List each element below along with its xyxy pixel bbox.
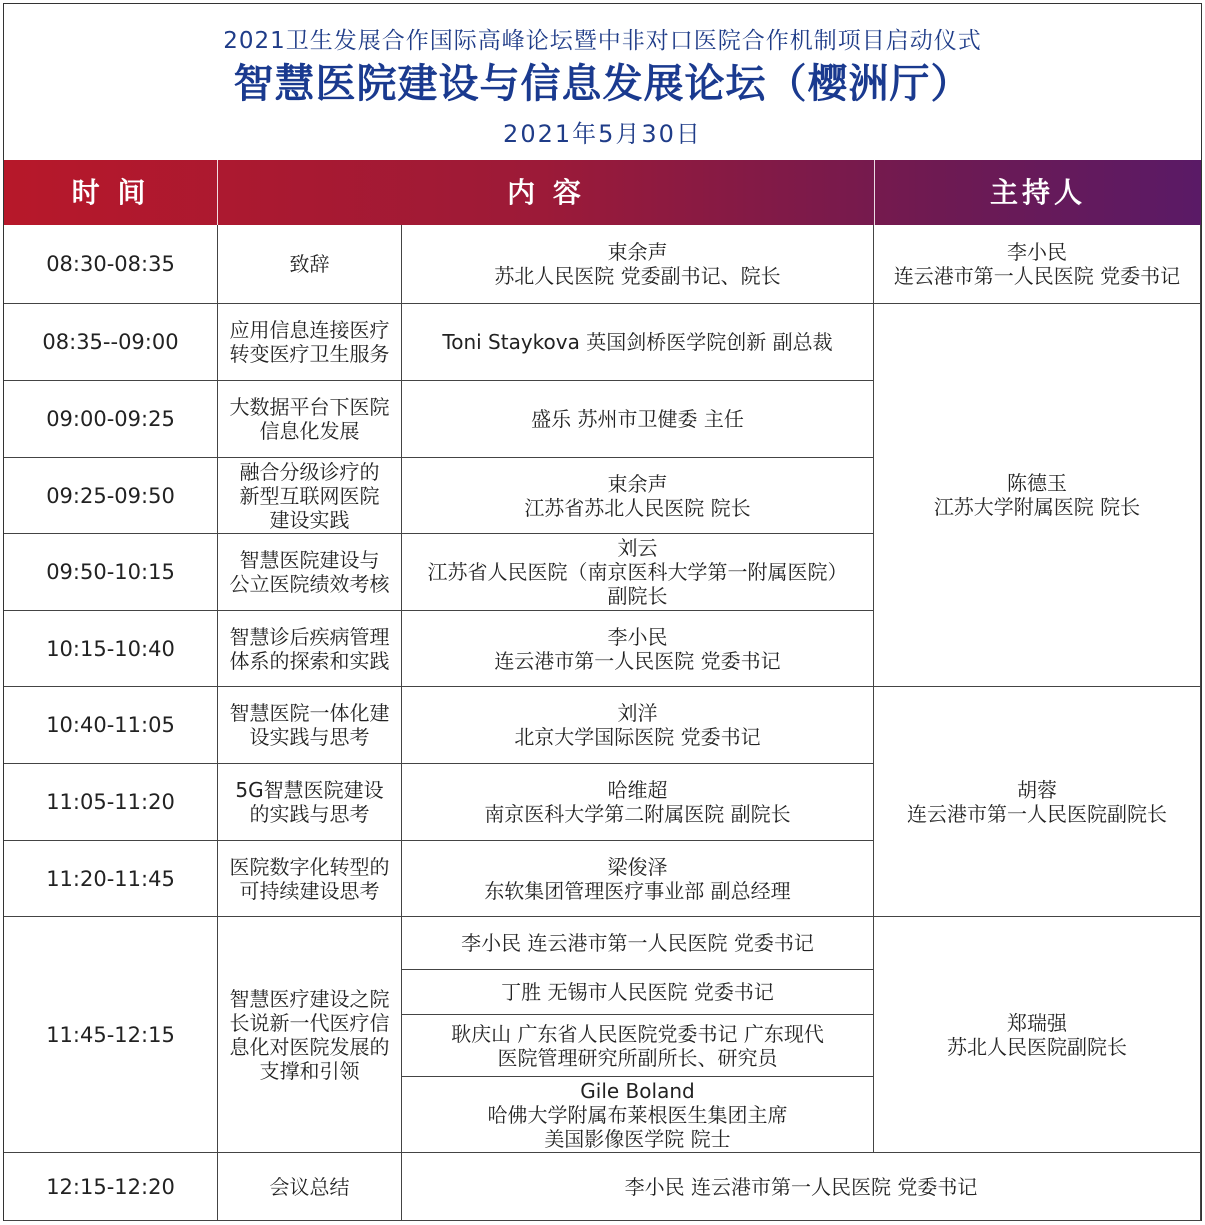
speaker-info <box>402 841 874 917</box>
speaker-info <box>402 381 874 458</box>
speaker-info <box>402 970 874 1015</box>
speaker-info-line: 李小民 <box>607 624 668 649</box>
session-topic-line: 智慧医疗建设之院 <box>229 986 390 1011</box>
speaker-info-line: 刘洋 <box>617 701 658 725</box>
speaker-info <box>402 225 874 304</box>
session-topic-line: 可持续建设思考 <box>239 878 380 903</box>
speaker-info <box>402 534 874 611</box>
speaker-info-line: 李小民 连云港市第一人民医院 党委书记 <box>624 1174 978 1199</box>
session-topic-line: 公立医院绩效考核 <box>229 572 390 596</box>
session-topic <box>218 841 402 917</box>
session-topic-line: 智慧医院建设与 <box>239 548 380 572</box>
session-topic-line: 智慧诊后疾病管理 <box>229 624 390 649</box>
speaker-info-line: 医院管理研究所副所长、研究员 <box>497 1045 778 1070</box>
session-topic-line: 建设实践 <box>269 507 350 532</box>
agenda-page <box>3 3 1202 1221</box>
forum-title: 智慧医院建设与信息发展论坛（樱洲厅） <box>233 61 972 107</box>
speaker-info-line: 连云港市第一人民医院 党委书记 <box>494 648 781 673</box>
session-topic-line: 体系的探索和实践 <box>229 648 390 673</box>
speaker-info-line: 束余声 <box>607 240 668 264</box>
speaker-info-line: 美国影像医学院 院士 <box>544 1126 731 1151</box>
speaker-info-line: 盛乐 苏州市卫健委 主任 <box>531 407 744 431</box>
session-topic-line: 融合分级诊疗的 <box>239 459 380 484</box>
session-topic-line: 息化对医院发展的 <box>229 1034 390 1059</box>
speaker-info-line: 束余声 <box>607 471 668 496</box>
time-slot: 09:50-10:15 <box>4 534 218 611</box>
session-topic-line: 智慧医院一体化建 <box>229 701 390 725</box>
column-header-content: 内 容 <box>507 176 585 209</box>
column-header-time: 时 间 <box>71 176 150 209</box>
time-slot: 10:40-11:05 <box>4 687 218 764</box>
host-info <box>874 917 1201 1153</box>
host-info-line: 江苏大学附属医院 院长 <box>933 495 1141 519</box>
session-topic <box>218 764 402 841</box>
host-info-line: 苏北人民医院副院长 <box>947 1034 1127 1059</box>
speaker-info-line: 苏北人民医院 党委副书记、院长 <box>494 264 781 288</box>
speaker-info-line: 梁俊泽 <box>607 854 668 879</box>
speaker-info-line: 李小民 连云港市第一人民医院 党委书记 <box>461 931 814 955</box>
time-slot: 12:15-12:20 <box>4 1153 218 1221</box>
session-topic <box>218 687 402 764</box>
agenda-header <box>4 4 1201 160</box>
session-topic <box>218 304 402 381</box>
time-slot: 09:00-09:25 <box>4 381 218 458</box>
time-slot: 11:45-12:15 <box>4 917 218 1153</box>
speaker-info-line: 哈维超 <box>607 778 668 802</box>
speaker-info <box>402 1153 1201 1221</box>
event-subtitle: 2021卫生发展合作国际高峰论坛暨中非对口医院合作机制项目启动仪式 <box>223 28 982 54</box>
time-slot: 08:30-08:35 <box>4 225 218 304</box>
speaker-info-line: 副院长 <box>607 584 668 608</box>
session-topic-line: 新型互联网医院 <box>239 483 380 508</box>
session-topic-line: 应用信息连接医疗 <box>229 318 390 342</box>
speaker-info-line: 江苏省苏北人民医院 院长 <box>524 495 751 520</box>
time-slot: 08:35--09:00 <box>4 304 218 381</box>
forum-date: 2021年5月30日 <box>503 120 702 148</box>
session-topic-line: 转变医疗卫生服务 <box>229 342 390 366</box>
column-header-host: 主持人 <box>989 176 1086 209</box>
speaker-info <box>402 458 874 534</box>
host-info <box>874 687 1201 917</box>
speaker-info <box>402 1015 874 1077</box>
session-topic-line: 长说新一代医疗信 <box>229 1010 390 1035</box>
host-info-line: 连云港市第一人民医院 党委书记 <box>893 264 1181 288</box>
time-slot: 09:25-09:50 <box>4 458 218 534</box>
session-topic <box>218 917 402 1153</box>
speaker-info-line: Gile Boland <box>580 1078 695 1103</box>
speaker-info-line: Toni Staykova 英国剑桥医学院创新 副总裁 <box>442 330 833 354</box>
session-topic-line: 的实践与思考 <box>249 802 370 826</box>
host-info-line: 陈德玉 <box>1007 471 1067 495</box>
session-topic-line: 致辞 <box>289 252 330 276</box>
host-info-line: 连云港市第一人民医院副院长 <box>907 801 1167 826</box>
speaker-info <box>402 1077 874 1153</box>
host-info <box>874 304 1201 687</box>
speaker-info <box>402 764 874 841</box>
speaker-info-line: 丁胜 无锡市人民医院 党委书记 <box>501 980 774 1004</box>
speaker-info <box>402 687 874 764</box>
session-topic <box>218 458 402 534</box>
session-topic-line: 信息化发展 <box>259 419 360 443</box>
session-topic-line: 5G智慧医院建设 <box>235 778 384 802</box>
speaker-info <box>402 917 874 970</box>
speaker-info-line: 耿庆山 广东省人民医院党委书记 广东现代 <box>451 1021 824 1046</box>
time-slot: 11:20-11:45 <box>4 841 218 917</box>
host-info-line: 胡蓉 <box>1017 777 1057 802</box>
host-info-line: 李小民 <box>1007 240 1067 264</box>
speaker-info-line: 北京大学国际医院 党委书记 <box>514 725 761 749</box>
speaker-info <box>402 611 874 687</box>
speaker-info-line: 刘云 <box>617 536 658 560</box>
speaker-info-line: 东软集团管理医疗事业部 副总经理 <box>484 878 791 903</box>
host-info <box>874 225 1201 304</box>
session-topic <box>218 611 402 687</box>
speaker-info <box>402 304 874 381</box>
host-info-line: 郑瑞强 <box>1007 1010 1067 1035</box>
time-slot: 10:15-10:40 <box>4 611 218 687</box>
session-topic <box>218 381 402 458</box>
session-topic-line: 会议总结 <box>269 1174 350 1199</box>
session-topic-line: 医院数字化转型的 <box>229 854 390 879</box>
session-topic-line: 支撑和引领 <box>259 1058 360 1083</box>
speaker-info-line: 江苏省人民医院（南京医科大学第一附属医院） <box>427 560 848 584</box>
session-topic <box>218 1153 402 1221</box>
session-topic-line: 设实践与思考 <box>249 725 370 749</box>
speaker-info-line: 哈佛大学附属布莱根医生集团主席 <box>487 1102 788 1127</box>
session-topic <box>218 225 402 304</box>
session-topic-line: 大数据平台下医院 <box>229 395 390 419</box>
time-slot: 11:05-11:20 <box>4 764 218 841</box>
speaker-info-line: 南京医科大学第二附属医院 副院长 <box>484 802 791 826</box>
session-topic <box>218 534 402 611</box>
table-header <box>4 160 1201 225</box>
